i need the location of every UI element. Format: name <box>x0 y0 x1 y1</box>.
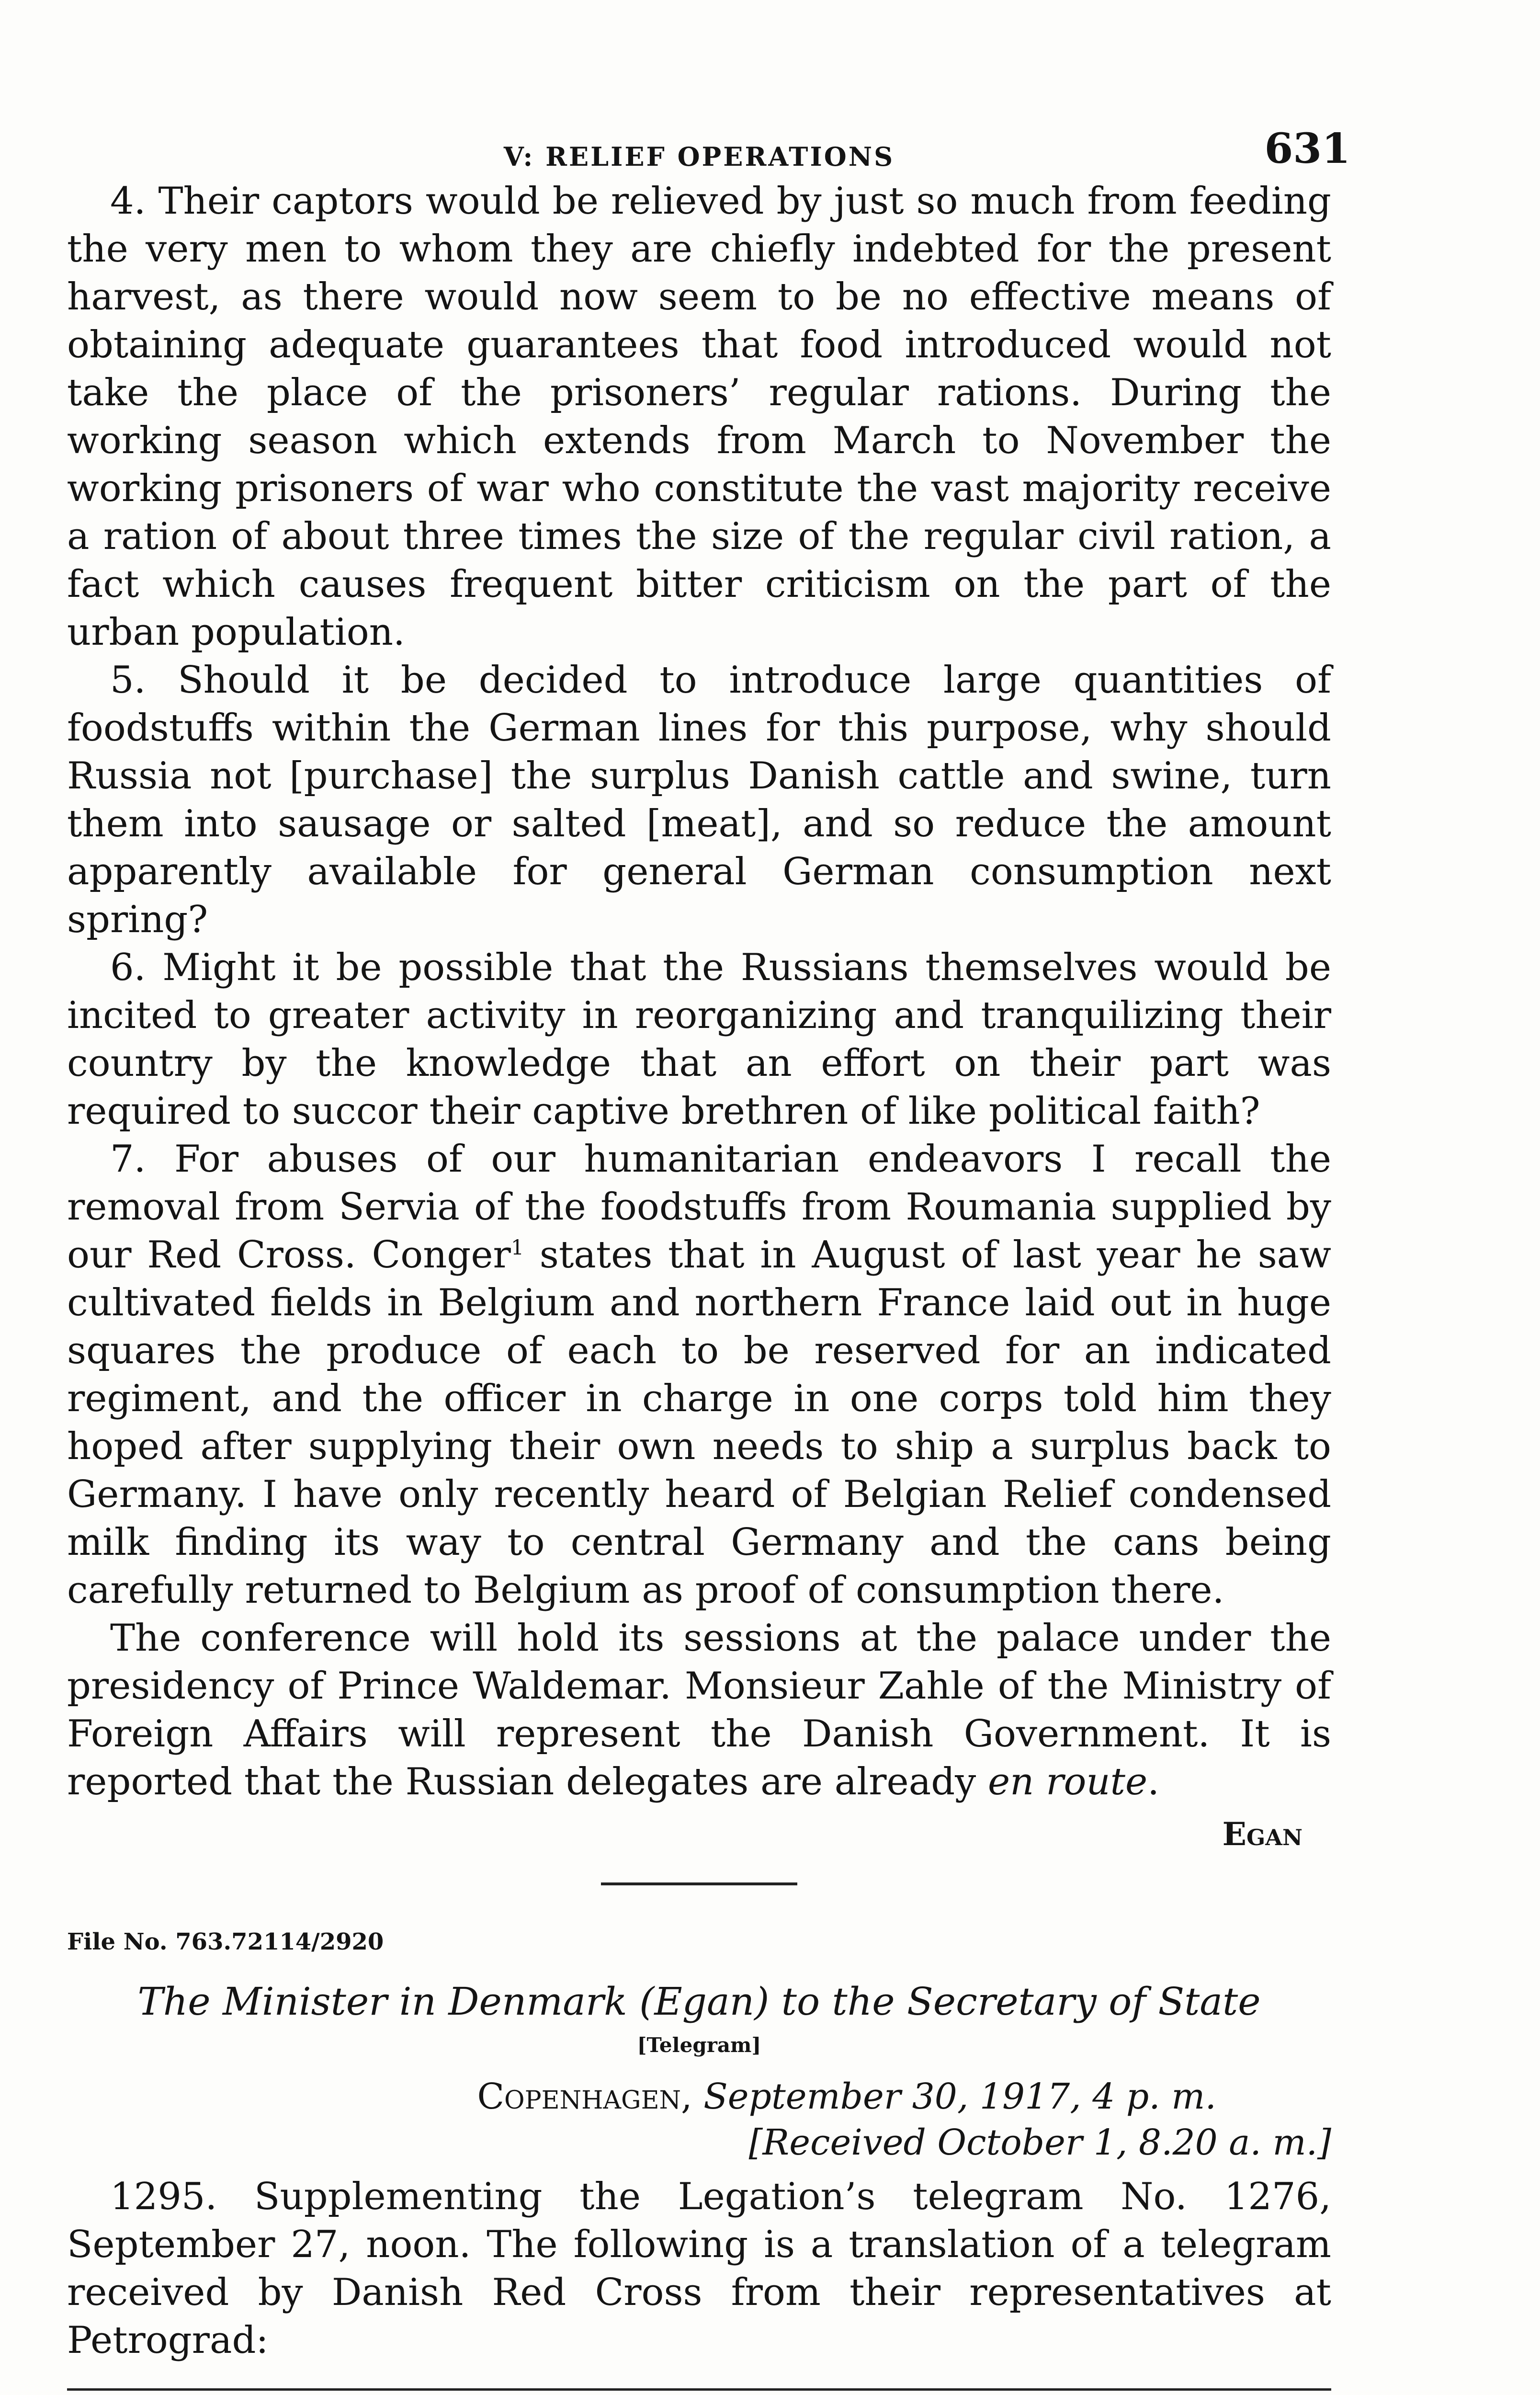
running-title: V: RELIEF OPERATIONS <box>503 141 895 172</box>
telegram-opening: 1295. Supplementing the Legation’s telegram No. 1276, September 27, noon. The following is a translation of a telegram received by Danish Red Cross from their representatives at Petrograd: <box>67 2175 1331 2362</box>
telegram-body <box>67 2173 1331 2364</box>
document-title: The Minister in Denmark (Egan) to the Secretary of State <box>137 1979 1261 2024</box>
paragraph-conference-end: . <box>1147 1760 1159 1803</box>
body-text <box>67 177 1331 1806</box>
signature: Egan <box>1222 1815 1302 1853</box>
document-page <box>67 125 1350 2395</box>
paragraph-4: 4. Their captors would be relieved by just so much from feeding the very men to whom they are chiefly indebted for the present harvest, as there would now seem to be no effective means of obtaining adequate guarantees that food introduced would not take the place of the prisoners’ regular rations. During the working season which extends from March to November the working prisoners of war who constitute the vast majority receive a ration of about three times the size of the regular civil ration, a fact which causes frequent bitter criticism on the part of the urban population. <box>67 180 1331 654</box>
page-number: 631 <box>1264 125 1350 173</box>
paragraph-conference-text: The conference will hold its sessions at the palace under the presidency of Prince Waldemar. Monsieur Zahle of the Ministry of Foreign Affairs will represent the Danish Government. It is reported that the Russian delegates are already <box>67 1617 1331 1803</box>
file-number: File No. 763.72114/2920 <box>67 1928 384 1955</box>
paragraph-conference <box>67 1614 1331 1806</box>
dateline-date: September 30, 1917, 4 p. m. <box>703 2076 1216 2117</box>
document-type: [Telegram] <box>637 2033 761 2057</box>
section-divider <box>601 1882 797 1885</box>
running-header <box>67 125 1350 177</box>
footnote-reference: 1 <box>510 1236 524 1260</box>
paragraph-5: 5. Should it be decided to introduce large quantities of foodstuffs within the German lines for this purpose, why should Russia not [purchase] the surplus Danish cattle and swine, turn them into sausage or salted [meat], and so reduce the amount apparently available for general German consumption next spring? <box>67 659 1331 941</box>
received-line: [Received October 1, 8.20 a. m.] <box>748 2122 1331 2163</box>
paragraph-7-part-1: 7. For abuses of our humanitarian endeavors I recall the removal from Servia of the foodstuffs from Roumania supplied by our Red Cross. Conger <box>67 1138 1331 1277</box>
dateline-place: Copenhagen, <box>477 2076 692 2117</box>
paragraph-6: 6. Might it be possible that the Russians themselves would be incited to greater activity in reorganizing and tranquilizing their country by the knowledge that an effort on their part was required to succor their captive brethren of like political faith? <box>67 946 1331 1133</box>
footnote-rule <box>67 2388 1331 2391</box>
dateline <box>67 2076 1216 2117</box>
paragraph-7 <box>67 1135 1331 1614</box>
en-route-italic: en route <box>988 1760 1148 1803</box>
paragraph-7-part-2: states that in August of last year he saw cultivated fields in Belgium and northern France laid out in huge squares the produce of each to be reserved for an indicated regiment, and the officer in charge in one corps told him they hoped after supplying their own needs to ship a surplus back to Germany. I have only recently heard of Belgian Relief condensed milk finding its way to central Germany and the cans being carefully returned to Belgium as proof of consumption there. <box>67 1233 1332 1612</box>
